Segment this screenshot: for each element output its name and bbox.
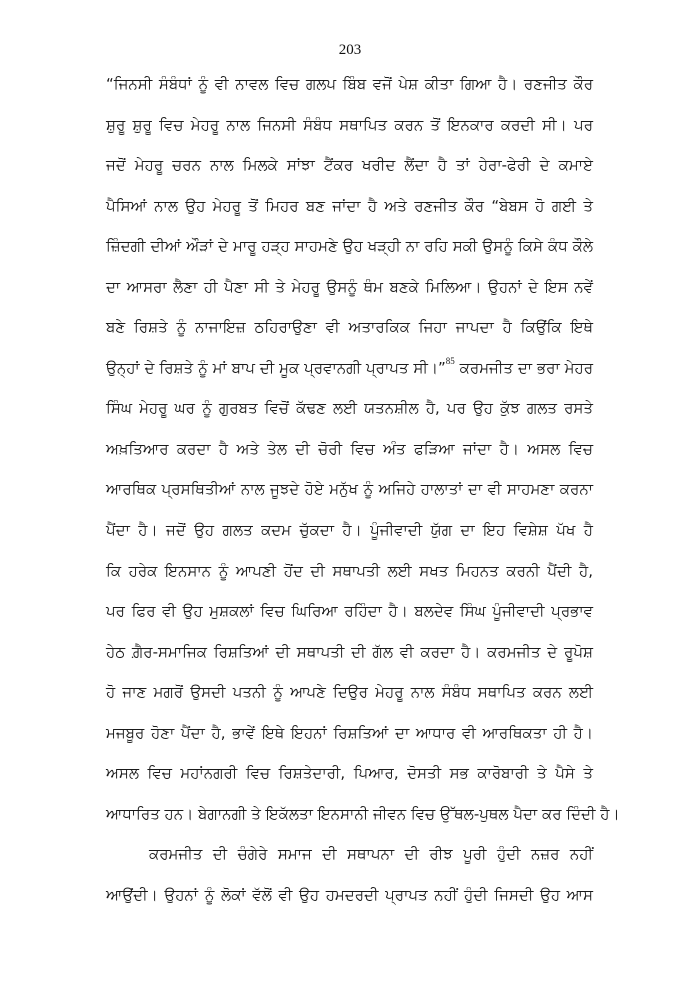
text-line: ਕਿ ਹਰੇਕ ਇਨਸਾਨ ਨੂੰ ਆਪਣੀ ਹੋਂਦ ਦੀ ਸਥਾਪਤੀ ਲਈ ਸਖਤ ਮਿਹਨਤ ਕਰਨੀ ਪੈਂਦੀ ਹੈ, (106, 561, 593, 580)
text-line: ਪੈਸਿਆਂ ਨਾਲ ਉਹ ਮੇਹਰੂ ਤੋਂ ਮਿਹਰ ਬਣ ਜਾਂਦਾ ਹੈ ਅਤੇ ਰਣਜੀਤ ਕੌਰ “ਬੇਬਸ ਹੋ ਗਈ ਤੇ (106, 196, 593, 215)
text-line: ਸਿੰਘ ਮੇਹਰੂ ਘਰ ਨੂੰ ਗੁਰਬਤ ਵਿਚੋਂ ਕੱਢਣ ਲਈ ਯਤਨਸ਼ੀਲ ਹੈ, ਪਰ ਉਹ ਕੁੱਝ ਗਲਤ ਰਸਤੇ (106, 399, 593, 418)
text-line: ਜ਼ਿੰਦਗੀ ਦੀਆਂ ਔੜਾਂ ਦੇ ਮਾਰੂ ਹੜ੍ਹ ਸਾਹਮਣੇ ਉਹ ਖੜ੍ਹੀ ਨਾ ਰਹਿ ਸਕੀ ਉਸਨੂੰ ਕਿਸੇ ਕੰਧ ਕੌਲੇ (106, 237, 593, 256)
text-line-indented: ਕਰਮਜੀਤ ਦੀ ਚੰਗੇਰੇ ਸਮਾਜ ਦੀ ਸਥਾਪਨਾ ਦੀ ਰੀਝ ਪੂਰੀ ਹੁੰਦੀ ਨਜ਼ਰ ਨਹੀਂ (149, 845, 593, 864)
text-line: ਅਸਲ ਵਿਚ ਮਹਾਂਨਗਰੀ ਵਿਚ ਰਿਸ਼ਤੇਦਾਰੀ, ਪਿਆਰ, ਦੋਸਤੀ ਸਭ ਕਾਰੋਬਾਰੀ ਤੇ ਪੈਸੇ ਤੇ (106, 764, 593, 783)
text-line: ਦਾ ਆਸਰਾ ਲੈਣਾ ਹੀ ਪੈਣਾ ਸੀ ਤੇ ਮੇਹਰੂ ਉਸਨੂੰ ਥੰਮ ਬਣਕੇ ਮਿਲਿਆ। ਉਹਨਾਂ ਦੇ ਇਸ ਨਵੇਂ (106, 277, 593, 296)
text-line: ਆਰਥਿਕ ਪ੍ਰਸਥਿਤੀਆਂ ਨਾਲ ਜੂਝਦੇ ਹੋਏ ਮਨੁੱਖ ਨੂੰ ਅਜਿਹੇ ਹਾਲਾਤਾਂ ਦਾ ਵੀ ਸਾਹਮਣਾ ਕਰਨਾ (106, 480, 593, 499)
text-line: ਸ਼ੁਰੂ ਸ਼ੁਰੂ ਵਿਚ ਮੇਹਰੂ ਨਾਲ ਜਿਨਸੀ ਸੰਬੰਧ ਸਥਾਪਿਤ ਕਰਨ ਤੋਂ ਇਨਕਾਰ ਕਰਦੀ ਸੀ। ਪਰ (106, 115, 593, 134)
footnote-marker[interactable]: 85 (445, 355, 455, 366)
text-line: ਬਣੇ ਰਿਸ਼ਤੇ ਨੂੰ ਨਾਜਾਇਜ਼ ਠਹਿਰਾਉਣਾ ਵੀ ਅਤਾਰਕਿਕ ਜਿਹਾ ਜਾਪਦਾ ਹੈ ਕਿਉਂਕਿ ਇਥੇ (106, 318, 593, 337)
text-line: ਆਉਂਦੀ। ਉਹਨਾਂ ਨੂੰ ਲੋਕਾਂ ਵੱਲੋਂ ਵੀ ਉਹ ਹਮਦਰਦੀ ਪ੍ਰਾਪਤ ਨਹੀਂ ਹੁੰਦੀ ਜਿਸਦੀ ਉਹ ਆਸ (106, 885, 593, 904)
text-line: ਅਖ਼ਤਿਆਰ ਕਰਦਾ ਹੈ ਅਤੇ ਤੇਲ ਦੀ ਚੋਰੀ ਵਿਚ ਅੰਤ ਫੜਿਆ ਜਾਂਦਾ ਹੈ। ਅਸਲ ਵਿਚ (106, 439, 593, 458)
text-line-with-footnote (106, 352, 593, 393)
text-line: ਆਧਾਰਿਤ ਹਨ। ਬੇਗਾਨਗੀ ਤੇ ਇਕੱਲਤਾ ਇਨਸਾਨੀ ਜੀਵਨ ਵਿਚ ਉੱਥਲ-ਪੁਥਲ ਪੈਦਾ ਕਰ ਦਿੰਦੀ ਹੈ। (106, 804, 620, 823)
body-text (106, 68, 620, 919)
text-line: ਹੋ ਜਾਣ ਮਗਰੋਂ ਉਸਦੀ ਪਤਨੀ ਨੂੰ ਆਪਣੇ ਦਿਉਰ ਮੇਹਰੂ ਨਾਲ ਸੰਬੰਧ ਸਥਾਪਿਤ ਕਰਨ ਲਈ (106, 683, 593, 702)
text-line: ਹੇਠ ਗ਼ੈਰ-ਸਮਾਜਿਕ ਰਿਸ਼ਤਿਆਂ ਦੀ ਸਥਾਪਤੀ ਦੀ ਗੱਲ ਵੀ ਕਰਦਾ ਹੈ। ਕਰਮਜੀਤ ਦੇ ਰੂਪੋਸ਼ (106, 642, 593, 661)
text-line: ਮਜਬੂਰ ਹੋਣਾ ਪੈਂਦਾ ਹੈ, ਭਾਵੇਂ ਇਥੇ ਇਹਨਾਂ ਰਿਸ਼ਤਿਆਂ ਦਾ ਆਧਾਰ ਵੀ ਆਰਥਿਕਤਾ ਹੀ ਹੈ। (106, 723, 593, 742)
quote-end-text: ਉਨ੍ਹਾਂ ਦੇ ਰਿਸ਼ਤੇ ਨੂੰ ਮਾਂ ਬਾਪ ਦੀ ਮੂਕ ਪ੍ਰਵਾਨਗੀ ਪ੍ਰਾਪਤ ਸੀ।” (106, 358, 446, 377)
page-number: 203 (338, 42, 362, 58)
text-line: ਪਰ ਫਿਰ ਵੀ ਉਹ ਮੁਸ਼ਕਲਾਂ ਵਿਚ ਘਿਰਿਆ ਰਹਿੰਦਾ ਹੈ। ਬਲਦੇਵ ਸਿੰਘ ਪੂੰਜੀਵਾਦੀ ਪ੍ਰਭਾਵ (106, 602, 593, 621)
text-line: ਜਦੋਂ ਮੇਹਰੂ ਚਰਨ ਨਾਲ ਮਿਲਕੇ ਸਾਂਝਾ ਟੈਂਕਰ ਖਰੀਦ ਲੈਂਦਾ ਹੈ ਤਾਂ ਹੇਰਾ-ਫੇਰੀ ਦੇ ਕਮਾਏ (106, 156, 593, 175)
text-line: “ਜਿਨਸੀ ਸੰਬੰਧਾਂ ਨੂੰ ਵੀ ਨਾਵਲ ਵਿਚ ਗਲਪ ਬਿੰਬ ਵਜੋਂ ਪੇਸ਼ ਕੀਤਾ ਗਿਆ ਹੈ। ਰਣਜੀਤ ਕੌਰ (106, 75, 593, 93)
text-after-footnote: ਕਰਮਜੀਤ ਦਾ ਭਰਾ ਮੇਹਰ (454, 358, 593, 377)
text-line: ਪੈਂਦਾ ਹੈ। ਜਦੋਂ ਉਹ ਗਲਤ ਕਦਮ ਚੁੱਕਦਾ ਹੈ। ਪੂੰਜੀਵਾਦੀ ਯੁੱਗ ਦਾ ਇਹ ਵਿਸ਼ੇਸ਼ ਪੱਖ ਹੈ (106, 521, 593, 540)
